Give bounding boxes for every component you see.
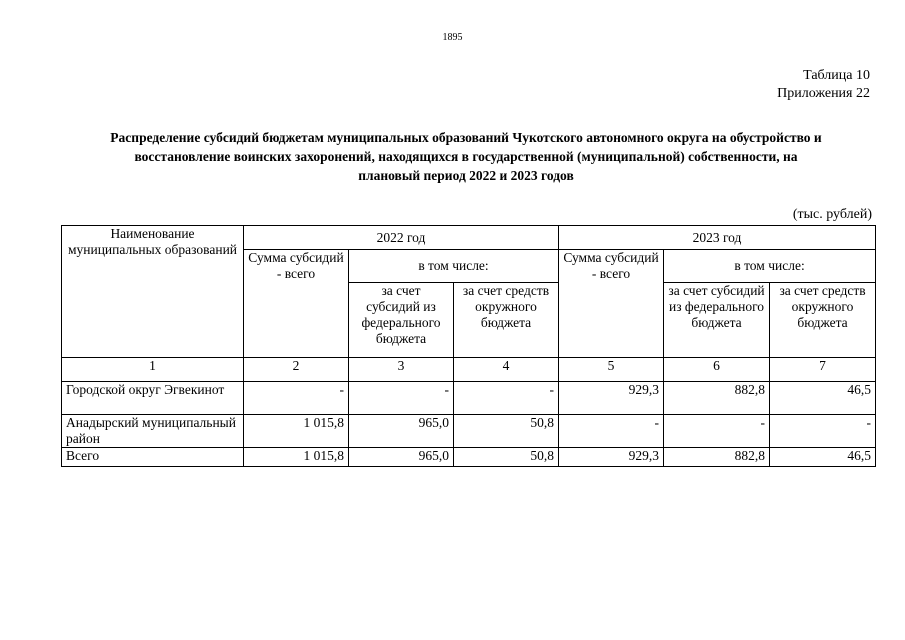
column-number: 3 xyxy=(349,358,454,382)
column-number: 2 xyxy=(244,358,349,382)
column-number: 5 xyxy=(559,358,664,382)
total-value: 50,8 xyxy=(454,448,559,467)
total-value: 882,8 xyxy=(664,448,770,467)
column-number: 1 xyxy=(62,358,244,382)
header-district-2022: за счет средств окружного бюджета xyxy=(454,283,559,358)
table-reference xyxy=(777,67,870,103)
row-value: - xyxy=(454,382,559,415)
column-number: 6 xyxy=(664,358,770,382)
table-ref-line2: Приложения 22 xyxy=(777,86,870,101)
total-value: 46,5 xyxy=(770,448,876,467)
table-row xyxy=(62,415,876,448)
header-federal-2023: за счет субсидий из федерального бюджета xyxy=(664,283,770,358)
row-value: - xyxy=(770,415,876,448)
total-value: 929,3 xyxy=(559,448,664,467)
subsidies-table xyxy=(61,225,876,467)
row-value: 882,8 xyxy=(664,382,770,415)
column-number: 7 xyxy=(770,358,876,382)
title-line3: плановый период 2022 и 2023 годов xyxy=(358,168,574,183)
total-row xyxy=(62,448,876,467)
document-title xyxy=(62,128,870,185)
title-line1: Распределение субсидий бюджетам муниципальных образований Чукотского автономного округа на обустройство и xyxy=(110,130,822,145)
header-sum-total-2022: Сумма субсидий - всего xyxy=(244,250,349,358)
header-year-2023: 2023 год xyxy=(559,226,876,250)
row-value: 50,8 xyxy=(454,415,559,448)
row-name: Городской округ Эгвекинот xyxy=(62,382,244,415)
table-ref-line1: Таблица 10 xyxy=(803,68,870,83)
column-number-row xyxy=(62,358,876,382)
column-number: 4 xyxy=(454,358,559,382)
header-including-2023: в том числе: xyxy=(664,250,876,283)
header-year-2022: 2022 год xyxy=(244,226,559,250)
page-number: 1895 xyxy=(442,32,463,43)
total-value: 965,0 xyxy=(349,448,454,467)
row-value: - xyxy=(349,382,454,415)
row-value: 965,0 xyxy=(349,415,454,448)
total-value: 1 015,8 xyxy=(244,448,349,467)
header-name-column: Наименование муниципальных образований xyxy=(62,226,244,358)
row-value: - xyxy=(664,415,770,448)
row-value: - xyxy=(244,382,349,415)
units-label: (тыс. рублей) xyxy=(792,207,872,222)
header-row-years xyxy=(62,226,876,250)
total-label: Всего xyxy=(62,448,244,467)
row-name: Анадырский муниципальный район xyxy=(62,415,244,448)
header-federal-2022: за счет субсидий из федерального бюджета xyxy=(349,283,454,358)
header-sum-total-2023: Сумма субсидий - всего xyxy=(559,250,664,358)
row-value: 46,5 xyxy=(770,382,876,415)
title-line2: восстановление воинских захоронений, находящихся в государственной (муниципальной) собственности, на xyxy=(134,149,798,164)
row-value: 1 015,8 xyxy=(244,415,349,448)
header-district-2023: за счет средств окружного бюджета xyxy=(770,283,876,358)
header-including-2022: в том числе: xyxy=(349,250,559,283)
row-value: 929,3 xyxy=(559,382,664,415)
row-value: - xyxy=(559,415,664,448)
table-row xyxy=(62,382,876,415)
